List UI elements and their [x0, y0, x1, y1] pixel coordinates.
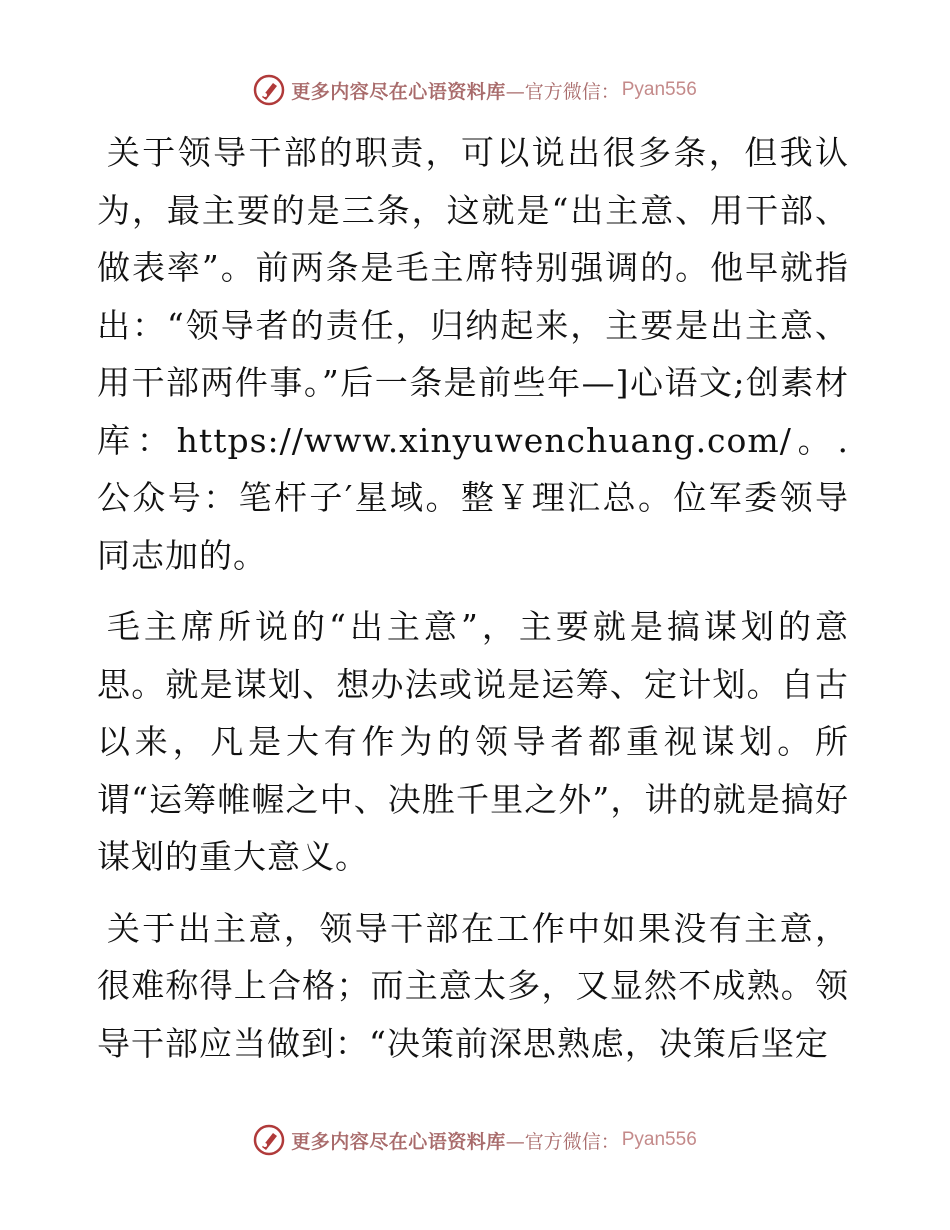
pen-nib-logo-icon: [253, 74, 285, 106]
footer-banner-label: —官方微信：: [505, 1130, 620, 1153]
pen-nib-logo-icon: [253, 1124, 285, 1156]
paragraph-2: 毛主席所说的“出主意”，主要就是搞谋划的意思。就是谋划、想办法或说是运筹、定计划。自古以来，凡是大有作为的领导者都重视谋划。所谓“运筹帷幄之中、决胜千里之外”，讲的就是搞好谋划的重大意义。: [97, 607, 849, 876]
header-banner-title: 更多内容尽在心语资料库: [291, 80, 506, 103]
paragraph-1: 关于领导干部的职责，可以说出很多条，但我认为，最主要的是三条，这就是“出主意、用干部、做表率”。前两条是毛主席特别强调的。他早就指出：“领导者的责任，归纳起来，主要是出主意、用干部两件事。”后一条是前些年—]心语文;创素材库：https://www.xinyuwenchuang.com/。.公众号：笔杆子′星域。整￥理汇总。位军委领导同志加的。: [97, 133, 849, 575]
paragraph-3: 关于出主意，领导干部在工作中如果没有主意，很难称得上合格；而主意太多，又显然不成熟。领导干部应当做到：“决策前深思熟虑，决策后坚定: [97, 908, 849, 1063]
footer-banner-wechat-id: Pyan556: [621, 1129, 697, 1150]
header-banner: [0, 70, 950, 110]
header-banner-label: —官方微信：: [505, 80, 620, 103]
footer-banner-title: 更多内容尽在心语资料库: [291, 1130, 506, 1153]
header-banner-wechat-id: Pyan556: [621, 79, 697, 100]
footer-banner: [0, 1120, 950, 1160]
document-body: [97, 124, 849, 1086]
